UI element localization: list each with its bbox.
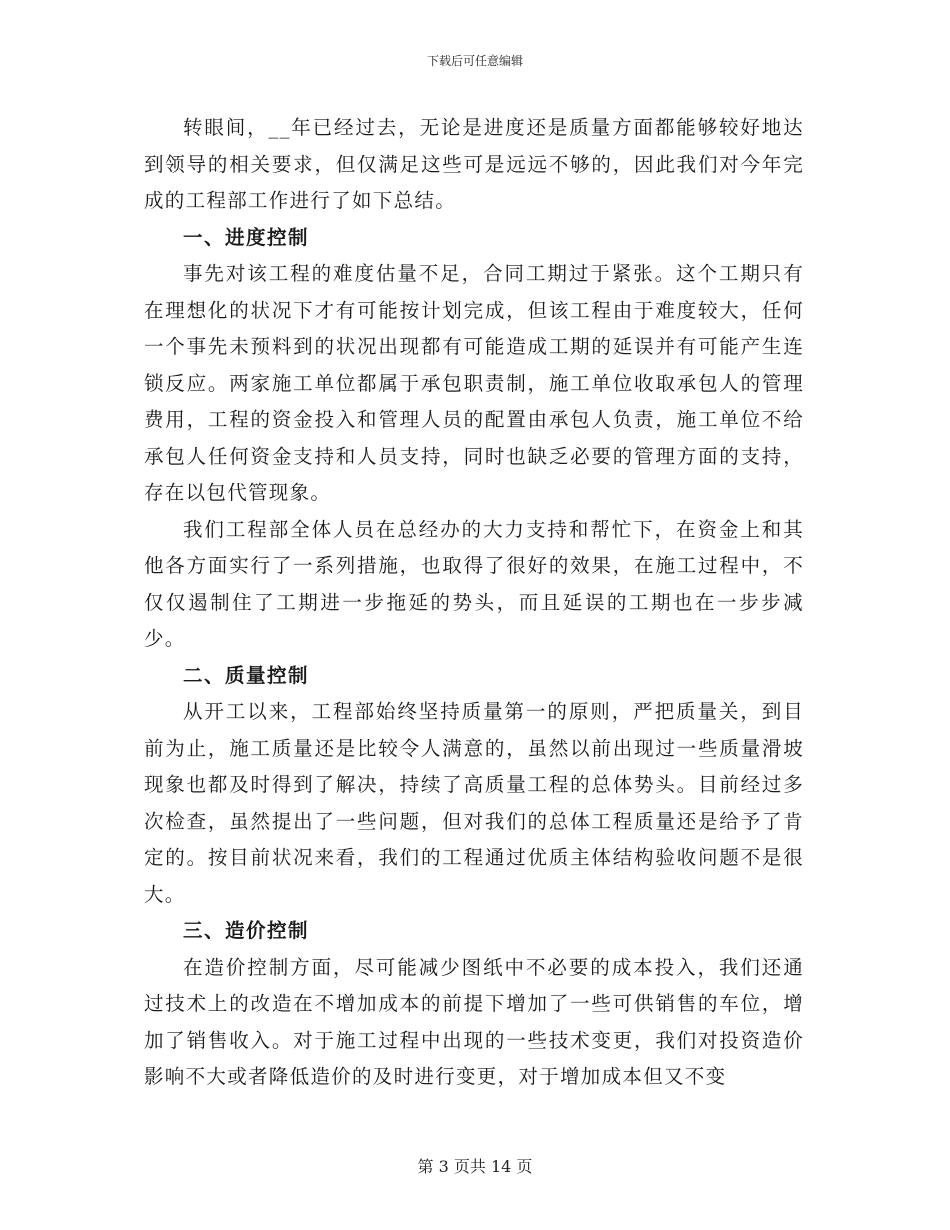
document-body xyxy=(144,110,804,1096)
cost-paragraph: 在造价控制方面，尽可能减少图纸中不必要的成本投入，我们还通过技术上的改造在不增加成本的前提下增加了一些可供销售的车位，增加了销售收入。对于施工过程中出现的一些技术变更，我们对投资造价影响不大或者降低造价的及时进行变更，对于增加成本但又不变 xyxy=(144,955,804,1088)
page-footer: 第 3 页共 14 页 xyxy=(417,1157,533,1176)
section-heading-quality: 二、质量控制 xyxy=(183,663,310,687)
progress-paragraph-1: 事先对该工程的难度估量不足，合同工期过于紧张。这个工期只有在理想化的状况下才有可能按计划完成，但该工程由于难度较大，任何一个事先未预料到的状况出现都有可能造成工期的延误并有可能产生连锁反应。两家施工单位都属于承包职责制，施工单位收取承包人的管理费用，工程的资金投入和管理人员的配置由承包人负责，施工单位不给承包人任何资金支持和人员支持，同时也缺乏必要的管理方面的支持，存在以包代管现象。 xyxy=(144,262,804,504)
section-heading-cost: 三、造价控制 xyxy=(183,919,310,942)
intro-paragraph: 转眼间，__年已经过去，无论是进度还是质量方面都能够较好地达到领导的相关要求，但仅满足这些可是远远不够的，因此我们对今年完成的工程部工作进行了如下总结。 xyxy=(144,116,804,212)
section-heading-progress: 一、进度控制 xyxy=(183,225,310,249)
progress-paragraph-2: 我们工程部全体人员在总经办的大力支持和帮忙下，在资金上和其他各方面实行了一系列措施，也取得了很好的效果，在施工过程中，不仅仅遏制住了工期进一步拖延的势头，而且延误的工期也在一步步减少。 xyxy=(144,517,804,650)
page-header: 下载后可任意编辑 xyxy=(426,54,523,68)
quality-paragraph: 从开工以来，工程部始终坚持质量第一的原则，严把质量关，到目前为止，施工质量还是比较令人满意的，虽然以前出现过一些质量滑坡现象也都及时得到了解决，持续了高质量工程的总体势头。目前经过多次检查，虽然提出了一些问题，但对我们的总体工程质量还是给予了肯定的。按目前状况来看，我们的工程通过优质主体结构验收问题不是很大。 xyxy=(144,700,804,906)
